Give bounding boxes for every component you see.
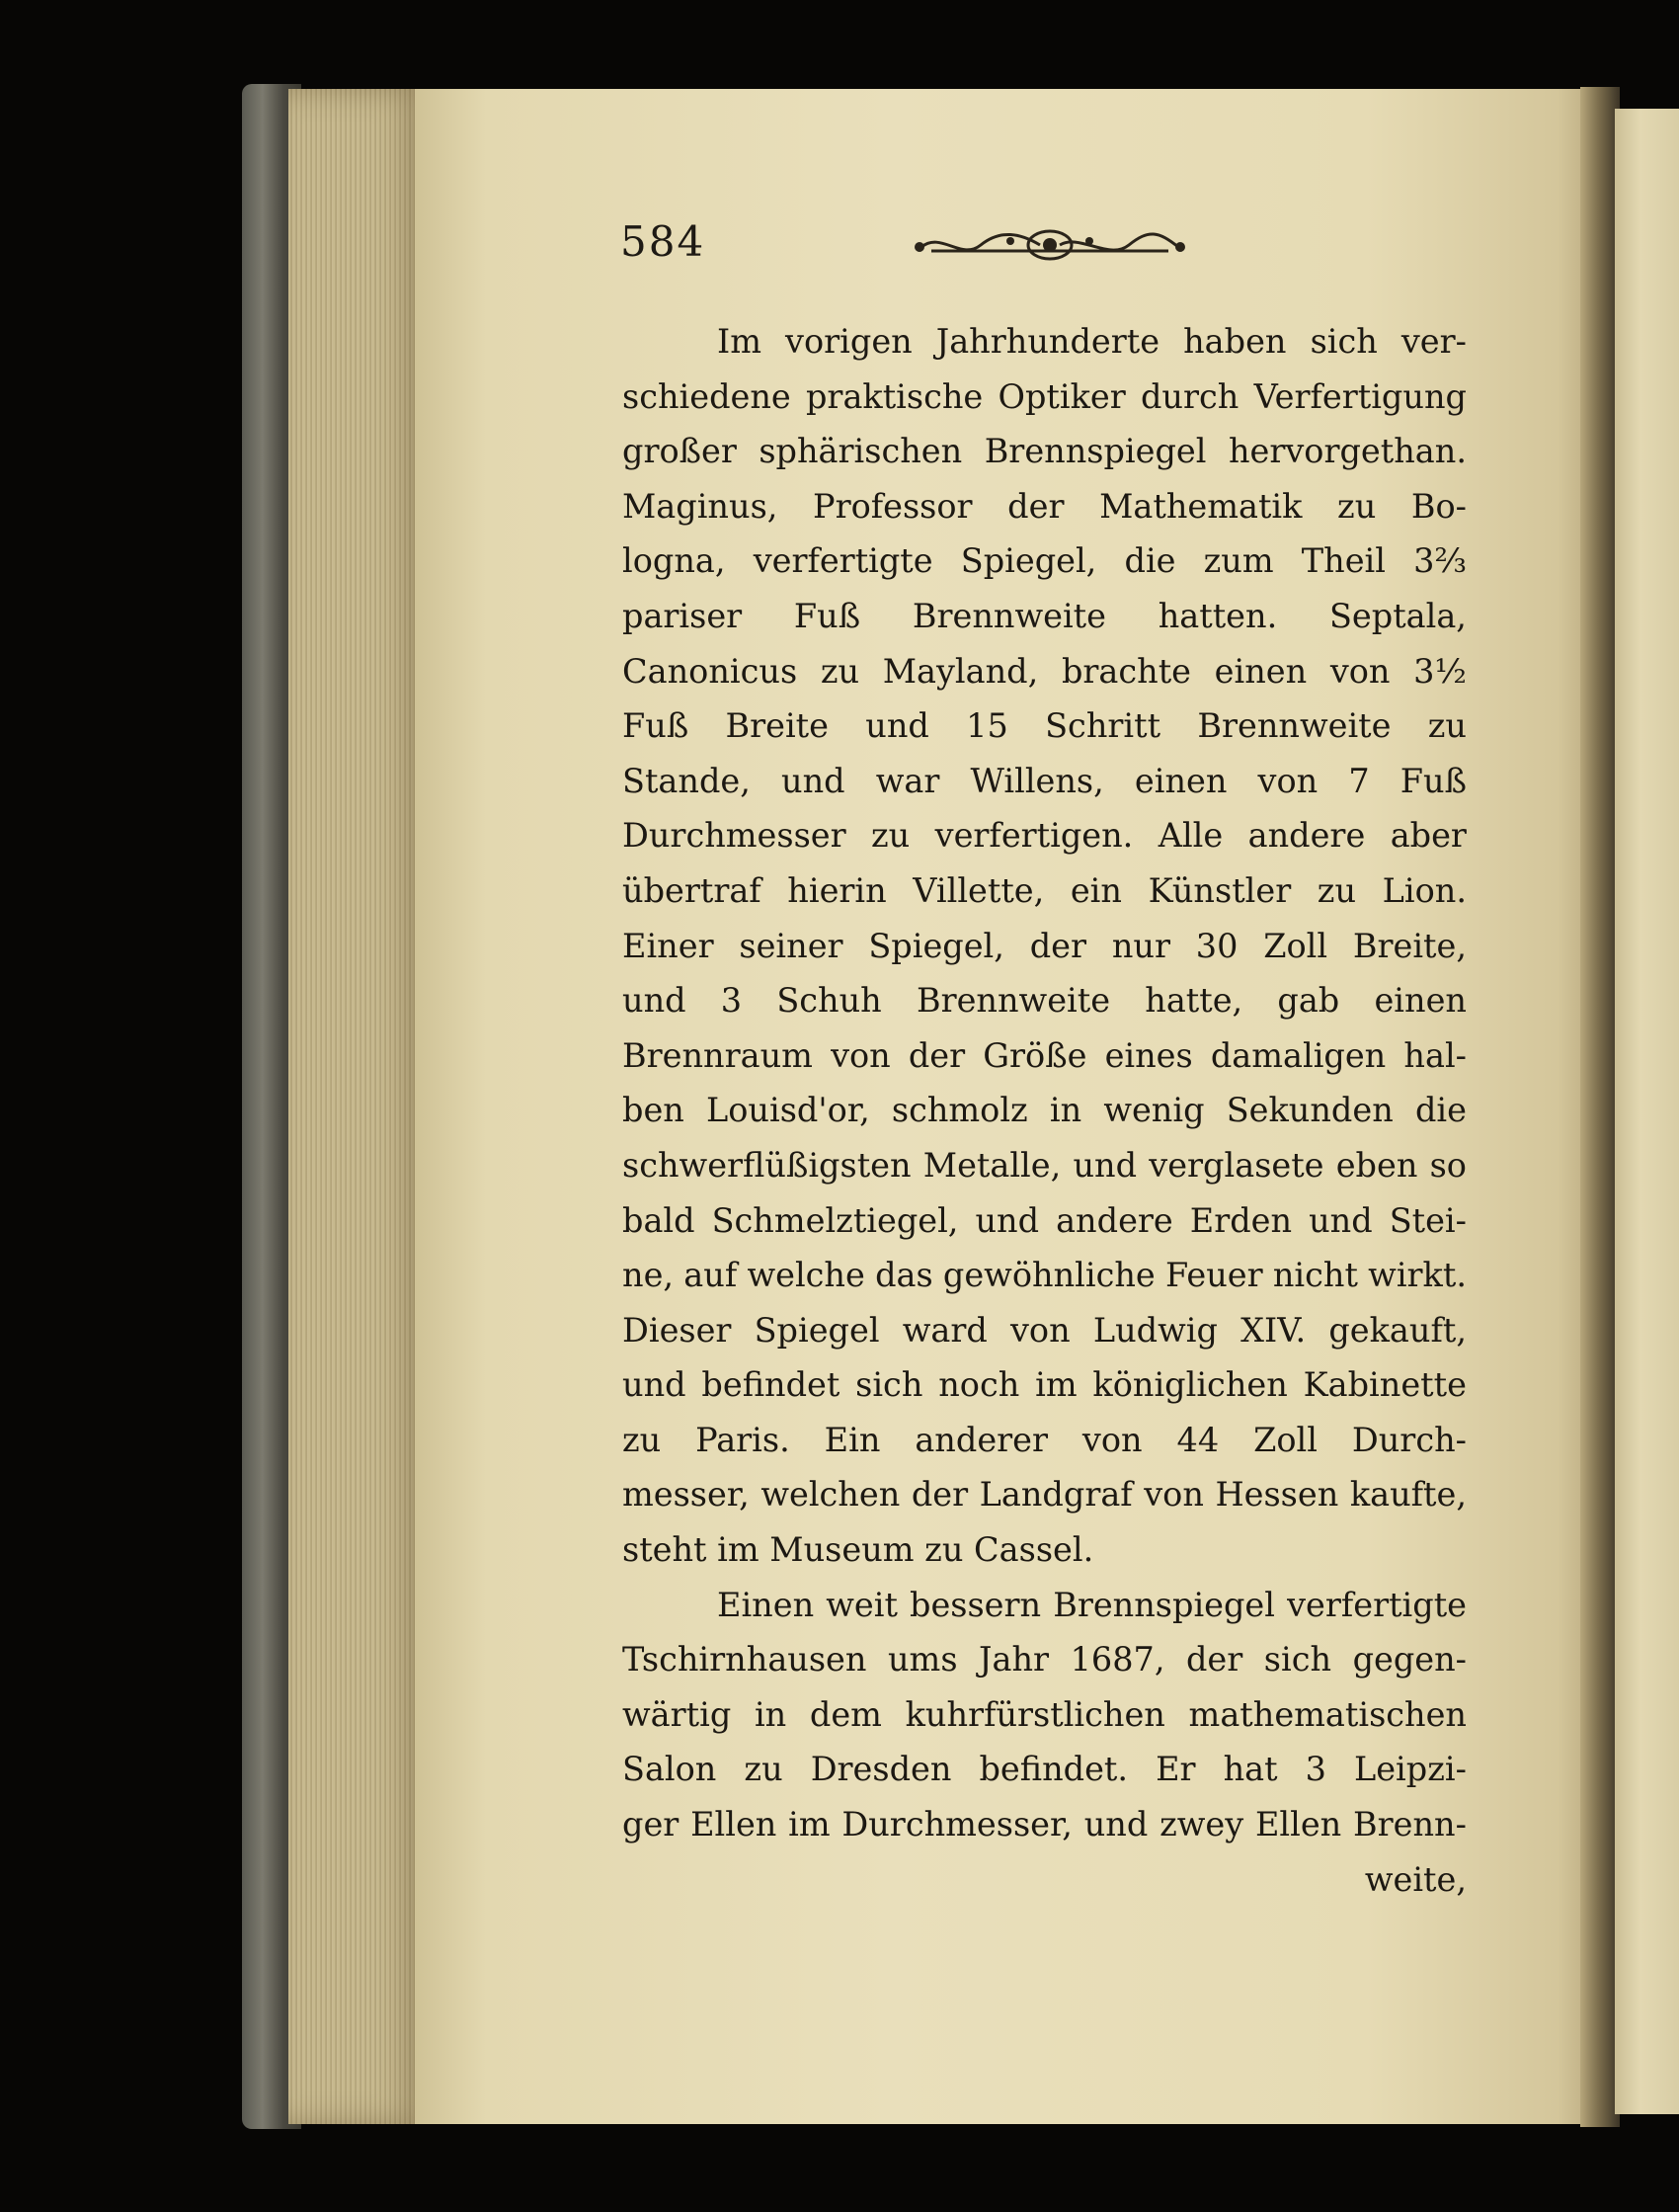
text-line: wärtig in dem kuhrfürstlichen mathematischen: [622, 1694, 1467, 1734]
text-line: Einen weit bessern Brennspiegel verfertigte: [717, 1585, 1467, 1624]
text-line: weite,: [1364, 1859, 1467, 1899]
text-line: Im vorigen Jahrhunderte haben sich ver-: [717, 322, 1467, 361]
page-header: [620, 217, 1193, 277]
text-line: Fuß Breite und 15 Schritt Brennweite zu: [622, 706, 1467, 746]
text-line: Tschirnhausen ums Jahr 1687, der sich gegen-: [622, 1640, 1467, 1679]
body-text: [622, 314, 1467, 1907]
text-line: logna, verfertigte Spiegel, die zum Theil 3⅔: [622, 541, 1467, 581]
page-edges: [288, 89, 427, 2124]
text-line: messer, welchen der Landgraf von Hessen kaufte,: [622, 1475, 1467, 1515]
text-line: Maginus, Professor der Mathematik zu Bo-: [622, 486, 1467, 526]
text-line: und 3 Schuh Brennweite hatte, gab einen: [622, 981, 1467, 1021]
text-line: zu Paris. Ein anderer von 44 Zoll Durch-: [622, 1420, 1467, 1459]
text-line: Canonicus zu Mayland, brachte einen von 3½: [622, 651, 1467, 691]
text-line: Salon zu Dresden befindet. Er hat 3 Leipzi-: [622, 1750, 1467, 1789]
gutter-shadow: [1580, 87, 1620, 2127]
text-line: und befindet sich noch im königlichen Kabinette: [622, 1365, 1467, 1405]
facing-page-edge: [1615, 109, 1679, 2114]
page-number: 584: [620, 217, 706, 266]
text-line: großer sphärischen Brennspiegel hervorgethan.: [622, 432, 1467, 471]
text-line: Einer seiner Spiegel, der nur 30 Zoll Breite,: [622, 926, 1467, 965]
text-line: ger Ellen im Durchmesser, und zwey Ellen Brenn-: [622, 1805, 1467, 1844]
text-line: ben Louisd'or, schmolz in wenig Sekunden die: [622, 1091, 1467, 1130]
ornament-icon: [912, 221, 1188, 269]
text-line: schwerflüßigsten Metalle, und verglasete eben so: [622, 1145, 1467, 1185]
text-line: Stande, und war Willens, einen von 7 Fuß: [622, 761, 1467, 800]
text-line: pariser Fuß Brennweite hatten. Septala,: [622, 596, 1467, 635]
text-line: ne, auf welche das gewöhnliche Feuer nicht wirkt.: [622, 1256, 1467, 1295]
text-line: bald Schmelztiegel, und andere Erden und Stei-: [622, 1200, 1467, 1240]
text-line: Dieser Spiegel ward von Ludwig XIV. gekauft,: [622, 1310, 1467, 1350]
text-line: übertraf hierin Villette, ein Künstler zu Lion.: [622, 870, 1467, 910]
text-line: Durchmesser zu verfertigen. Alle andere aber: [622, 816, 1467, 856]
text-line: Brennraum von der Größe eines damaligen hal-: [622, 1035, 1467, 1075]
text-line: steht im Museum zu Cassel.: [622, 1530, 1094, 1570]
text-line: schiedene praktische Optiker durch Verfertigung: [622, 376, 1467, 416]
